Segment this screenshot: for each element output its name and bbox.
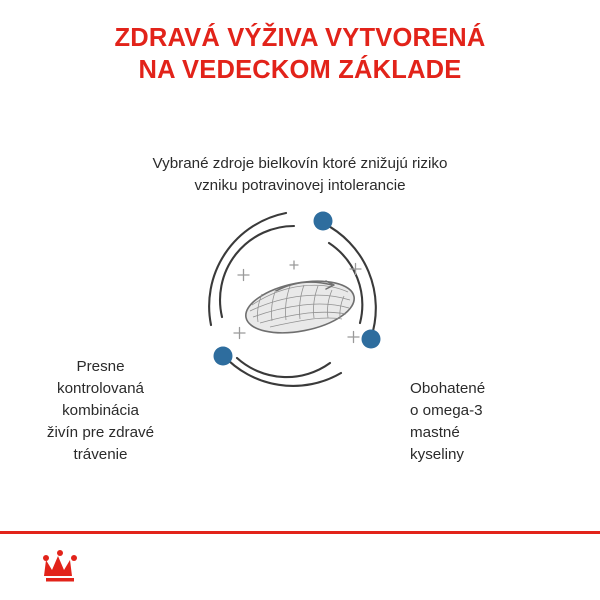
caption-right-line-1: Obohatené	[410, 380, 486, 397]
caption-left-line-5: trávenie	[73, 446, 128, 463]
caption-top	[100, 153, 500, 197]
caption-left-line-1: Presne	[76, 358, 125, 375]
inner-arc-bottom	[237, 358, 330, 377]
caption-right	[410, 378, 585, 466]
caption-right-line-3: mastné	[410, 424, 460, 441]
caption-left-line-3: kombinácia	[62, 402, 139, 419]
outer-arc-bottom	[223, 355, 341, 386]
kibble-illustration	[241, 273, 358, 341]
caption-left-line-4: živín pre zdravé	[46, 424, 155, 441]
caption-right-line-4: kyseliny	[410, 446, 465, 463]
caption-left	[18, 356, 183, 466]
caption-top-line-2: vzniku potravinovej intolerancie	[194, 177, 406, 194]
dot-top-icon	[314, 212, 333, 231]
footer-divider	[0, 531, 600, 534]
page-title	[0, 22, 600, 86]
dot-right-icon	[362, 330, 381, 349]
page-title-line-1: ZDRAVÁ VÝŽIVA VYTVORENÁ	[114, 24, 486, 52]
kibble-diagram	[190, 195, 410, 420]
page-title-line-2: NA VEDECKOM ZÁKLADE	[138, 56, 462, 84]
caption-left-line-2: kontrolovaná	[57, 380, 144, 397]
royal-canin-logo-icon	[34, 540, 124, 588]
dot-bottom-left-icon	[214, 347, 233, 366]
caption-top-line-1: Vybrané zdroje bielkovín ktoré znižujú riziko	[152, 155, 448, 172]
caption-right-line-2: o omega-3	[410, 402, 483, 419]
